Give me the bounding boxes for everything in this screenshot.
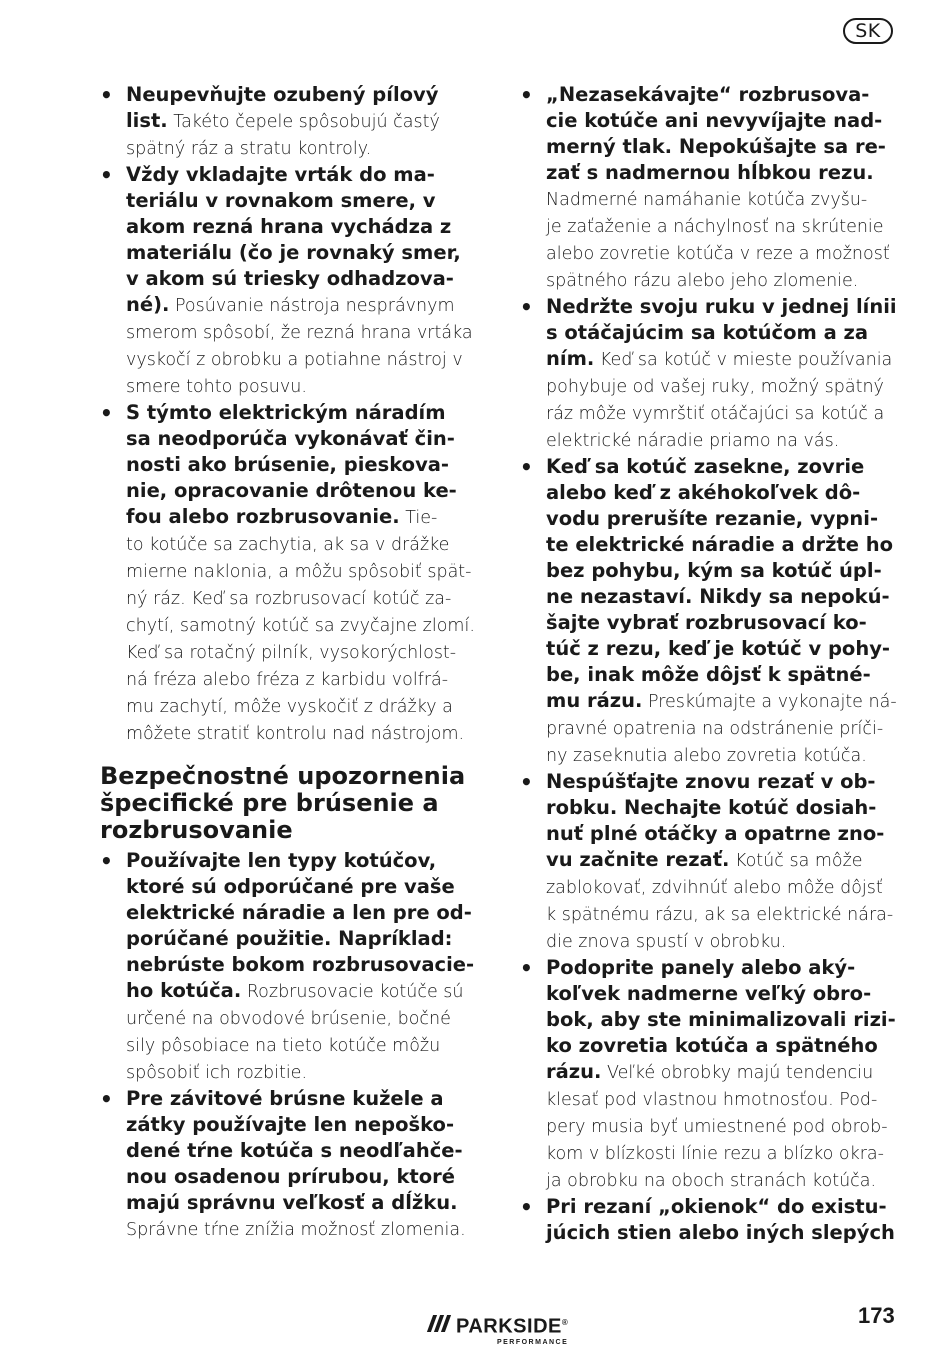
text-line: [126, 952, 478, 978]
bold-text: robku. Nechajte kotúč dosiah-: [546, 796, 877, 819]
text-line: [126, 1032, 478, 1059]
regular-text: Veľké obrobky majú tendenciu: [601, 1063, 874, 1083]
text-line: [546, 1140, 898, 1167]
text-line: [546, 715, 898, 742]
regular-text: je zaťaženie a náchylnosť na skrútenie: [546, 217, 884, 237]
text-line: [126, 1086, 478, 1112]
text-line: [126, 346, 478, 373]
bold-text: be, inak môže dôjsť k spätné-: [546, 663, 871, 686]
bold-text: nuť plné otáčky a opatrne zno-: [546, 822, 885, 845]
bold-text: Neupevňujte ozubený pílový: [126, 83, 439, 106]
text-line: [126, 504, 478, 531]
text-line: [546, 901, 898, 928]
text-line: [126, 108, 478, 135]
text-line: [546, 1220, 898, 1246]
regular-text: to kotúče sa zachytia, ak sa v drážke: [126, 535, 450, 555]
text-line: [126, 978, 478, 1005]
regular-text: ná fréza alebo fréza z karbidu volfrá-: [126, 670, 449, 690]
logo-brand: PARKSIDE®: [456, 1315, 569, 1338]
text-line: [546, 558, 898, 584]
bold-text: rázu.: [546, 1060, 602, 1083]
bold-text: list.: [126, 109, 168, 132]
regular-text: alebo zovretie kotúča v reze a možnosť: [546, 244, 890, 264]
bold-text: ním.: [546, 347, 595, 370]
language-code: SK: [855, 20, 881, 42]
text-line: [546, 1059, 898, 1086]
text-line: [546, 532, 898, 558]
text-line: [126, 1216, 478, 1243]
parkside-logo: [430, 1312, 568, 1347]
text-line: [546, 1033, 898, 1059]
regular-text: Rozbrusovacie kotúče sú: [241, 982, 464, 1002]
text-line: [126, 900, 478, 926]
bold-text: túč z rezu, keď je kotúč v pohy-: [546, 637, 891, 660]
bullet-item: [100, 162, 478, 400]
section-title-line: rozbrusovanie: [100, 816, 293, 844]
text-line: [546, 346, 898, 373]
text-line: [546, 320, 898, 346]
bold-text: šajte vybrať rozbrusovací ko-: [546, 611, 867, 634]
text-line: [126, 926, 478, 952]
text-line: [546, 981, 898, 1007]
regular-text: Nadmerné namáhanie kotúča zvyšu-: [546, 190, 868, 210]
bold-text: porúčané použitie. Napríklad:: [126, 927, 453, 950]
text-line: [546, 1167, 898, 1194]
text-line: [126, 214, 478, 240]
regular-text: pohybuje od vašej ruky, možný spätný: [546, 377, 884, 397]
bold-text: júcich stien alebo iných slepých: [546, 1221, 895, 1244]
text-line: [546, 1007, 898, 1033]
bullet-item: [520, 769, 898, 955]
text-line: [126, 292, 478, 319]
text-line: [546, 742, 898, 769]
text-line: [126, 400, 478, 426]
bold-text: né).: [126, 293, 170, 316]
regular-text: pravné opatrenia na odstránenie príči-: [546, 719, 884, 739]
bold-text: cie kotúče ani nevyvíjajte nad-: [546, 109, 883, 132]
text-line: [546, 400, 898, 427]
text-line: [126, 1059, 478, 1086]
bold-text: dené tŕne kotúča s neodľahče-: [126, 1139, 463, 1162]
regular-text: chytí, samotný kotúč sa zvyčajne zlomí.: [126, 616, 475, 636]
text-line: [546, 186, 898, 213]
text-line: [126, 319, 478, 346]
bold-text: teriálu v rovnakom smere, v: [126, 189, 436, 212]
regular-text: Správne tŕne znížia možnosť zlomenia.: [126, 1220, 466, 1240]
text-line: [546, 506, 898, 532]
regular-text: Keď sa rotačný pilník, vysokorýchlost-: [126, 643, 457, 663]
bold-text: Používajte len typy kotúčov,: [126, 849, 437, 872]
bold-text: Vždy vkladajte vrták do ma-: [126, 163, 435, 186]
text-line: [126, 531, 478, 558]
bold-text: nosti ako brúsenie, pieskova-: [126, 453, 450, 476]
text-line: [546, 267, 898, 294]
bullet-item: [100, 1086, 478, 1243]
bold-text: ho kotúča.: [126, 979, 242, 1002]
bold-text: nebrúste bokom rozbrusovacie-: [126, 953, 475, 976]
text-line: [546, 108, 898, 134]
bold-text: sa neodporúča vykonávať čin-: [126, 427, 455, 450]
bold-text: „Nezasekávajte“ rozbrusova-: [546, 83, 870, 106]
bold-text: alebo keď z akéhokoľvek dô-: [546, 481, 861, 504]
text-line: [546, 662, 898, 688]
logo-slashes-icon: [430, 1315, 448, 1332]
text-line: [126, 426, 478, 452]
logo-subtitle: PERFORMANCE: [496, 1338, 569, 1346]
text-line: [546, 874, 898, 901]
bold-text: Keď sa kotúč zasekne, zovrie: [546, 455, 865, 478]
bullet-item: [520, 1194, 898, 1246]
bullet-item: [100, 848, 478, 1086]
regular-text: určené na obvodové brúsenie, bočné: [126, 1009, 451, 1029]
bold-text: ktoré sú odporúčané pre vaše: [126, 875, 455, 898]
regular-text: spôsobiť ich rozbitie.: [126, 1063, 308, 1083]
bold-text: s otáčajúcim sa kotúčom a za: [546, 321, 869, 344]
regular-text: ja obrobku na oboch stranách kotúča.: [546, 1171, 877, 1191]
bold-text: v akom sú triesky odhadzova-: [126, 267, 454, 290]
right-column: [520, 82, 898, 1246]
bold-text: Nespúšťajte znovu rezať v ob-: [546, 770, 876, 793]
bold-text: nie, opracovanie drôtenou ke-: [126, 479, 457, 502]
bold-text: majú správnu veľkosť a dĺžku.: [126, 1191, 458, 1214]
text-line: [546, 373, 898, 400]
regular-text: Takéto čepele spôsobujú častý: [167, 112, 440, 132]
bold-text: Pri rezaní „okienok“ do existu-: [546, 1195, 887, 1218]
text-line: [126, 1138, 478, 1164]
text-line: [126, 612, 478, 639]
bold-text: vu začnite rezať.: [546, 848, 730, 871]
regular-text: elektrické náradie priamo na vás.: [546, 431, 840, 451]
text-line: [126, 666, 478, 693]
regular-text: zablokovať, zdvihnúť alebo môže dôjsť: [546, 878, 883, 898]
bullet-item: [520, 82, 898, 294]
language-badge: [843, 18, 893, 44]
bold-text: Pre závitové brúsne kužele a: [126, 1087, 444, 1110]
bold-text: akom rezná hrana vychádza z: [126, 215, 452, 238]
bold-text: vodu prerušíte rezanie, vypni-: [546, 507, 879, 530]
regular-text: vyskočí z obrobku a potiahne nástroj v: [126, 350, 463, 370]
regular-text: sily pôsobiace na tieto kotúče môžu: [126, 1036, 441, 1056]
page-number: 173: [858, 1303, 895, 1328]
regular-text: Keď sa kotúč v mieste používania: [594, 350, 893, 370]
regular-text: smere tohto posuvu.: [126, 377, 307, 397]
logo-text: [456, 1312, 568, 1347]
text-line: [126, 639, 478, 666]
section-title-line: Bezpečnostné upozornenia: [100, 762, 466, 790]
regular-text: die znova spustí v obrobku.: [546, 932, 787, 952]
bold-text: koľvek nadmerne veľký obro-: [546, 982, 872, 1005]
text-line: [126, 135, 478, 162]
text-line: [546, 928, 898, 955]
bold-text: materiálu (čo je rovnaký smer,: [126, 241, 461, 264]
text-line: [546, 636, 898, 662]
text-line: [126, 1164, 478, 1190]
bold-text: bok, aby ste minimalizovali rizi-: [546, 1008, 896, 1031]
text-line: [546, 610, 898, 636]
bold-text: zať s nadmernou hĺbkou rezu.: [546, 161, 874, 184]
regular-text: spätný ráz a stratu kontroly.: [126, 139, 372, 159]
regular-text: Kotúč sa môže: [729, 851, 863, 871]
bold-text: merný tlak. Nepokúšajte sa re-: [546, 135, 886, 158]
text-line: [126, 1112, 478, 1138]
bullet-item: [520, 955, 898, 1194]
text-line: [546, 240, 898, 267]
bullet-item: [100, 400, 478, 747]
text-line: [126, 1005, 478, 1032]
text-line: [546, 795, 898, 821]
text-line: [546, 847, 898, 874]
text-line: [546, 688, 898, 715]
regular-text: ráz môže vymrštiť otáčajúci sa kotúč a: [546, 404, 885, 424]
text-line: [546, 160, 898, 186]
bullet-item: [520, 454, 898, 769]
text-line: [126, 720, 478, 747]
text-line: [546, 1086, 898, 1113]
bullet-item: [100, 82, 478, 162]
text-line: [126, 558, 478, 585]
text-line: [546, 480, 898, 506]
text-line: [126, 266, 478, 292]
section-title: [100, 763, 478, 844]
left-bullet-list-1: [100, 82, 478, 747]
text-line: [126, 452, 478, 478]
text-line: [126, 1190, 478, 1216]
text-line: [126, 373, 478, 400]
text-line: [546, 427, 898, 454]
text-line: [546, 134, 898, 160]
right-bullet-list: [520, 82, 898, 1246]
text-line: [546, 821, 898, 847]
regular-text: Preskúmajte a vykonajte ná-: [642, 692, 897, 712]
bold-text: ko zovretia kotúča a spätného: [546, 1034, 878, 1057]
regular-text: ny zaseknutia alebo zovretia kotúča.: [546, 746, 867, 766]
left-bullet-list-2: [100, 848, 478, 1243]
text-line: [546, 294, 898, 320]
text-line: [126, 693, 478, 720]
regular-text: pery musia byť umiestnené pod obrob-: [546, 1117, 888, 1137]
regular-text: k spätnému rázu, ak sa elektrické nára-: [546, 905, 894, 925]
text-line: [546, 82, 898, 108]
bold-text: bez pohybu, kým sa kotúč úpl-: [546, 559, 882, 582]
text-line: [546, 955, 898, 981]
regular-text: Posúvanie nástroja nesprávnym: [169, 296, 455, 316]
bold-text: te elektrické náradie a držte ho: [546, 533, 894, 556]
bold-text: mu rázu.: [546, 689, 643, 712]
text-line: [126, 848, 478, 874]
text-line: [126, 585, 478, 612]
text-line: [126, 240, 478, 266]
regular-text: smerom spôsobí, že rezná hrana vrtáka: [126, 323, 473, 343]
text-line: [126, 478, 478, 504]
text-line: [546, 769, 898, 795]
text-line: [126, 874, 478, 900]
regular-text: mierne naklonia, a môžu spôsobiť spät-: [126, 562, 472, 582]
regular-text: spätného rázu alebo jeho zlomenie.: [546, 271, 859, 291]
section-title-line: špecifické pre brúsenie a: [100, 789, 439, 817]
bold-text: elektrické náradie a len pre od-: [126, 901, 472, 924]
regular-text: Tie-: [399, 508, 438, 528]
bold-text: zátky používajte len nepoško-: [126, 1113, 455, 1136]
bold-text: Podoprite panely alebo aký-: [546, 956, 856, 979]
bold-text: nou osadenou prírubou, ktoré: [126, 1165, 455, 1188]
bold-text: Nedržte svoju ruku v jednej línii: [546, 295, 897, 318]
regular-text: môžete stratiť kontrolu nad nástrojom.: [126, 724, 465, 744]
text-line: [546, 454, 898, 480]
text-line: [546, 1113, 898, 1140]
text-line: [126, 188, 478, 214]
bullet-item: [520, 294, 898, 454]
left-column: [100, 82, 478, 1243]
text-line: [546, 1194, 898, 1220]
regular-text: ný ráz. Keď sa rozbrusovací kotúč za-: [126, 589, 452, 609]
regular-text: kom v blízkosti línie rezu a blízko okra-: [546, 1144, 884, 1164]
text-line: [126, 162, 478, 188]
bold-text: ne nezastaví. Nikdy sa nepokú-: [546, 585, 890, 608]
regular-text: klesať pod vlastnou hmotnosťou. Pod-: [546, 1090, 878, 1110]
bold-text: fou alebo rozbrusovanie.: [126, 505, 400, 528]
text-line: [126, 82, 478, 108]
text-line: [546, 584, 898, 610]
text-line: [546, 213, 898, 240]
regular-text: mu zachytí, môže vyskočiť z drážky a: [126, 697, 453, 717]
bold-text: S týmto elektrickým náradím: [126, 401, 446, 424]
